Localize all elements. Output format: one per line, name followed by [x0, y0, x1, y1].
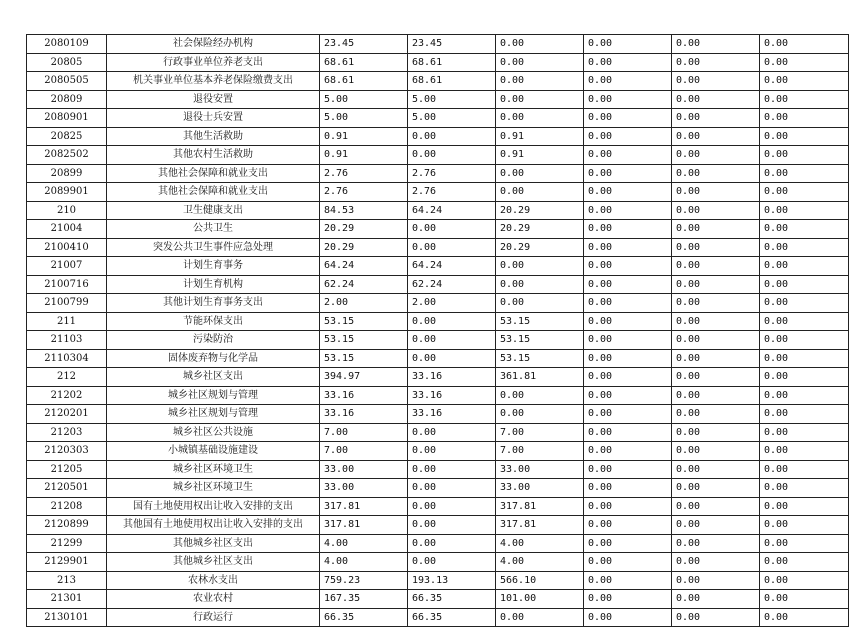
amount-cell: 0.00 [672, 423, 760, 442]
amount-cell: 0.00 [584, 127, 672, 146]
amount-cell: 0.00 [584, 90, 672, 109]
amount-cell: 0.00 [672, 146, 760, 165]
amount-cell: 0.00 [760, 423, 849, 442]
table-row [27, 72, 849, 91]
subject-name-cell: 其他社会保障和就业支出 [107, 164, 320, 183]
amount-cell: 0.00 [496, 275, 584, 294]
amount-cell: 0.00 [584, 275, 672, 294]
table-row [27, 294, 849, 313]
subject-code-cell: 2080505 [27, 72, 107, 91]
amount-cell: 66.35 [320, 608, 408, 627]
amount-cell: 0.00 [584, 294, 672, 313]
table-row [27, 53, 849, 72]
amount-cell: 0.00 [760, 312, 849, 331]
amount-cell: 0.00 [584, 238, 672, 257]
amount-cell: 0.00 [760, 460, 849, 479]
amount-cell: 0.00 [672, 571, 760, 590]
table-row [27, 238, 849, 257]
subject-name-cell: 行政运行 [107, 608, 320, 627]
amount-cell: 0.00 [496, 294, 584, 313]
table-row [27, 201, 849, 220]
amount-cell: 0.00 [496, 109, 584, 128]
subject-code-cell: 21205 [27, 460, 107, 479]
subject-name-cell: 固体废弃物与化学品 [107, 349, 320, 368]
amount-cell: 0.00 [760, 534, 849, 553]
subject-code-cell: 2120303 [27, 442, 107, 461]
amount-cell: 68.61 [320, 53, 408, 72]
amount-cell: 33.00 [496, 479, 584, 498]
amount-cell: 0.00 [584, 460, 672, 479]
subject-name-cell: 城乡社区规划与管理 [107, 405, 320, 424]
subject-code-cell: 21202 [27, 386, 107, 405]
amount-cell: 0.00 [672, 312, 760, 331]
subject-code-cell: 2080109 [27, 35, 107, 54]
amount-cell: 0.00 [584, 516, 672, 535]
amount-cell: 0.00 [408, 534, 496, 553]
table-row [27, 109, 849, 128]
amount-cell: 0.00 [408, 516, 496, 535]
amount-cell: 0.00 [760, 109, 849, 128]
subject-name-cell: 突发公共卫生事件应急处理 [107, 238, 320, 257]
amount-cell: 0.00 [760, 590, 849, 609]
subject-code-cell: 2130101 [27, 608, 107, 627]
amount-cell: 0.00 [760, 479, 849, 498]
amount-cell: 0.00 [672, 516, 760, 535]
amount-cell: 5.00 [408, 90, 496, 109]
amount-cell: 0.00 [672, 127, 760, 146]
amount-cell: 0.00 [672, 72, 760, 91]
amount-cell: 0.00 [672, 164, 760, 183]
subject-name-cell: 其他计划生育事务支出 [107, 294, 320, 313]
amount-cell: 0.91 [496, 146, 584, 165]
amount-cell: 84.53 [320, 201, 408, 220]
amount-cell: 317.81 [496, 497, 584, 516]
amount-cell: 68.61 [408, 72, 496, 91]
amount-cell: 66.35 [408, 590, 496, 609]
amount-cell: 0.00 [408, 460, 496, 479]
amount-cell: 2.76 [320, 183, 408, 202]
amount-cell: 20.29 [320, 220, 408, 239]
table-row [27, 275, 849, 294]
subject-code-cell: 20805 [27, 53, 107, 72]
table-row [27, 534, 849, 553]
amount-cell: 0.00 [672, 349, 760, 368]
subject-code-cell: 210 [27, 201, 107, 220]
amount-cell: 0.00 [672, 53, 760, 72]
amount-cell: 0.00 [672, 183, 760, 202]
amount-cell: 23.45 [320, 35, 408, 54]
amount-cell: 0.00 [584, 220, 672, 239]
amount-cell: 53.15 [320, 331, 408, 350]
amount-cell: 0.00 [584, 571, 672, 590]
amount-cell: 0.00 [408, 127, 496, 146]
amount-cell: 0.00 [760, 331, 849, 350]
amount-cell: 0.00 [496, 164, 584, 183]
amount-cell: 5.00 [320, 109, 408, 128]
amount-cell: 0.00 [584, 534, 672, 553]
amount-cell: 0.00 [760, 35, 849, 54]
amount-cell: 0.00 [408, 312, 496, 331]
amount-cell: 0.00 [584, 608, 672, 627]
subject-name-cell: 计划生育事务 [107, 257, 320, 276]
amount-cell: 0.00 [584, 349, 672, 368]
subject-name-cell: 国有土地使用权出让收入安排的支出 [107, 497, 320, 516]
table-row [27, 460, 849, 479]
subject-name-cell: 城乡社区环境卫生 [107, 460, 320, 479]
amount-cell: 33.16 [408, 368, 496, 387]
amount-cell: 0.00 [760, 220, 849, 239]
amount-cell: 0.00 [408, 479, 496, 498]
subject-code-cell: 2129901 [27, 553, 107, 572]
amount-cell: 0.00 [584, 497, 672, 516]
amount-cell: 0.00 [760, 164, 849, 183]
amount-cell: 0.00 [496, 386, 584, 405]
amount-cell: 0.00 [760, 90, 849, 109]
amount-cell: 0.00 [672, 479, 760, 498]
amount-cell: 0.00 [584, 331, 672, 350]
amount-cell: 361.81 [496, 368, 584, 387]
subject-name-cell: 农林水支出 [107, 571, 320, 590]
subject-code-cell: 2120201 [27, 405, 107, 424]
amount-cell: 0.00 [496, 405, 584, 424]
subject-code-cell: 20899 [27, 164, 107, 183]
amount-cell: 0.00 [496, 72, 584, 91]
subject-code-cell: 2089901 [27, 183, 107, 202]
subject-code-cell: 20809 [27, 90, 107, 109]
amount-cell: 0.91 [320, 146, 408, 165]
amount-cell: 0.00 [672, 368, 760, 387]
amount-cell: 33.16 [320, 386, 408, 405]
table-row [27, 312, 849, 331]
subject-code-cell: 2110304 [27, 349, 107, 368]
subject-name-cell: 农业农村 [107, 590, 320, 609]
amount-cell: 4.00 [496, 534, 584, 553]
amount-cell: 0.00 [408, 423, 496, 442]
amount-cell: 0.00 [672, 460, 760, 479]
amount-cell: 0.00 [760, 497, 849, 516]
amount-cell: 759.23 [320, 571, 408, 590]
amount-cell: 2.76 [408, 164, 496, 183]
amount-cell: 4.00 [496, 553, 584, 572]
table-row [27, 164, 849, 183]
subject-code-cell: 21301 [27, 590, 107, 609]
amount-cell: 2.76 [408, 183, 496, 202]
subject-code-cell: 21208 [27, 497, 107, 516]
table-row [27, 127, 849, 146]
subject-code-cell: 21299 [27, 534, 107, 553]
amount-cell: 0.00 [496, 53, 584, 72]
subject-name-cell: 卫生健康支出 [107, 201, 320, 220]
amount-cell: 0.00 [672, 90, 760, 109]
amount-cell: 0.00 [760, 72, 849, 91]
subject-code-cell: 2082502 [27, 146, 107, 165]
table-row [27, 368, 849, 387]
amount-cell: 0.00 [760, 201, 849, 220]
table-row [27, 497, 849, 516]
amount-cell: 53.15 [320, 312, 408, 331]
amount-cell: 64.24 [408, 201, 496, 220]
amount-cell: 0.00 [584, 423, 672, 442]
amount-cell: 0.00 [496, 257, 584, 276]
amount-cell: 5.00 [320, 90, 408, 109]
subject-name-cell: 污染防治 [107, 331, 320, 350]
amount-cell: 2.76 [320, 164, 408, 183]
amount-cell: 0.00 [584, 35, 672, 54]
amount-cell: 0.00 [584, 312, 672, 331]
amount-cell: 20.29 [496, 220, 584, 239]
table-row [27, 479, 849, 498]
amount-cell: 2.00 [320, 294, 408, 313]
subject-name-cell: 计划生育机构 [107, 275, 320, 294]
amount-cell: 0.00 [672, 497, 760, 516]
amount-cell: 0.00 [672, 275, 760, 294]
amount-cell: 4.00 [320, 534, 408, 553]
amount-cell: 394.97 [320, 368, 408, 387]
amount-cell: 0.00 [584, 72, 672, 91]
table-row [27, 183, 849, 202]
amount-cell: 0.00 [672, 201, 760, 220]
amount-cell: 0.00 [672, 405, 760, 424]
amount-cell: 33.16 [320, 405, 408, 424]
subject-name-cell: 其他城乡社区支出 [107, 553, 320, 572]
amount-cell: 0.00 [584, 553, 672, 572]
amount-cell: 7.00 [320, 442, 408, 461]
amount-cell: 0.00 [408, 331, 496, 350]
subject-code-cell: 213 [27, 571, 107, 590]
amount-cell: 0.00 [408, 238, 496, 257]
amount-cell: 53.15 [320, 349, 408, 368]
amount-cell: 0.00 [672, 35, 760, 54]
budget-table [26, 34, 849, 627]
amount-cell: 33.00 [496, 460, 584, 479]
amount-cell: 4.00 [320, 553, 408, 572]
amount-cell: 0.00 [408, 349, 496, 368]
amount-cell: 0.00 [584, 53, 672, 72]
amount-cell: 7.00 [496, 442, 584, 461]
amount-cell: 0.00 [584, 368, 672, 387]
subject-code-cell: 211 [27, 312, 107, 331]
subject-code-cell: 2080901 [27, 109, 107, 128]
table-row [27, 349, 849, 368]
amount-cell: 53.15 [496, 331, 584, 350]
amount-cell: 20.29 [496, 238, 584, 257]
subject-name-cell: 机关事业单位基本养老保险缴费支出 [107, 72, 320, 91]
amount-cell: 0.00 [760, 516, 849, 535]
amount-cell: 33.00 [320, 460, 408, 479]
amount-cell: 68.61 [320, 72, 408, 91]
subject-name-cell: 其他国有土地使用权出让收入安排的支出 [107, 516, 320, 535]
subject-code-cell: 2120899 [27, 516, 107, 535]
amount-cell: 0.00 [584, 479, 672, 498]
subject-code-cell: 20825 [27, 127, 107, 146]
amount-cell: 0.00 [672, 109, 760, 128]
amount-cell: 0.00 [672, 553, 760, 572]
amount-cell: 0.00 [760, 368, 849, 387]
amount-cell: 7.00 [496, 423, 584, 442]
subject-name-cell: 公共卫生 [107, 220, 320, 239]
amount-cell: 0.00 [584, 442, 672, 461]
amount-cell: 0.00 [672, 331, 760, 350]
amount-cell: 0.00 [672, 386, 760, 405]
subject-name-cell: 退役士兵安置 [107, 109, 320, 128]
subject-name-cell: 小城镇基础设施建设 [107, 442, 320, 461]
amount-cell: 0.00 [496, 90, 584, 109]
amount-cell: 68.61 [408, 53, 496, 72]
amount-cell: 0.00 [672, 608, 760, 627]
subject-code-cell: 2100410 [27, 238, 107, 257]
amount-cell: 0.00 [760, 53, 849, 72]
amount-cell: 0.00 [408, 497, 496, 516]
amount-cell: 0.00 [584, 201, 672, 220]
amount-cell: 7.00 [320, 423, 408, 442]
amount-cell: 0.00 [760, 146, 849, 165]
amount-cell: 0.00 [584, 146, 672, 165]
amount-cell: 0.00 [760, 127, 849, 146]
amount-cell: 20.29 [320, 238, 408, 257]
subject-name-cell: 城乡社区规划与管理 [107, 386, 320, 405]
amount-cell: 317.81 [320, 497, 408, 516]
subject-code-cell: 2120501 [27, 479, 107, 498]
subject-name-cell: 退役安置 [107, 90, 320, 109]
amount-cell: 0.00 [672, 220, 760, 239]
amount-cell: 2.00 [408, 294, 496, 313]
table-row [27, 146, 849, 165]
subject-code-cell: 21004 [27, 220, 107, 239]
amount-cell: 317.81 [320, 516, 408, 535]
amount-cell: 0.00 [760, 553, 849, 572]
amount-cell: 0.00 [672, 534, 760, 553]
subject-name-cell: 城乡社区环境卫生 [107, 479, 320, 498]
subject-name-cell: 其他社会保障和就业支出 [107, 183, 320, 202]
amount-cell: 0.00 [672, 442, 760, 461]
subject-name-cell: 其他农村生活救助 [107, 146, 320, 165]
subject-name-cell: 社会保险经办机构 [107, 35, 320, 54]
subject-code-cell: 21103 [27, 331, 107, 350]
amount-cell: 0.00 [584, 257, 672, 276]
amount-cell: 0.00 [496, 183, 584, 202]
amount-cell: 0.00 [672, 294, 760, 313]
table-row [27, 590, 849, 609]
table-row [27, 516, 849, 535]
subject-code-cell: 21203 [27, 423, 107, 442]
amount-cell: 33.00 [320, 479, 408, 498]
subject-name-cell: 其他城乡社区支出 [107, 534, 320, 553]
amount-cell: 0.00 [496, 35, 584, 54]
subject-code-cell: 21007 [27, 257, 107, 276]
amount-cell: 0.00 [408, 442, 496, 461]
amount-cell: 0.00 [672, 238, 760, 257]
subject-name-cell: 行政事业单位养老支出 [107, 53, 320, 72]
amount-cell: 0.00 [584, 590, 672, 609]
amount-cell: 64.24 [408, 257, 496, 276]
amount-cell: 66.35 [408, 608, 496, 627]
amount-cell: 0.00 [760, 257, 849, 276]
amount-cell: 5.00 [408, 109, 496, 128]
amount-cell: 0.00 [760, 349, 849, 368]
amount-cell: 0.00 [584, 164, 672, 183]
table-row [27, 423, 849, 442]
subject-code-cell: 212 [27, 368, 107, 387]
amount-cell: 0.00 [584, 183, 672, 202]
amount-cell: 0.00 [408, 553, 496, 572]
table-row [27, 553, 849, 572]
amount-cell: 0.00 [760, 275, 849, 294]
amount-cell: 53.15 [496, 349, 584, 368]
amount-cell: 0.00 [760, 183, 849, 202]
amount-cell: 20.29 [496, 201, 584, 220]
subject-name-cell: 节能环保支出 [107, 312, 320, 331]
table-row [27, 386, 849, 405]
table-row [27, 257, 849, 276]
table-row [27, 220, 849, 239]
amount-cell: 62.24 [320, 275, 408, 294]
amount-cell: 0.00 [760, 238, 849, 257]
amount-cell: 0.00 [584, 386, 672, 405]
amount-cell: 23.45 [408, 35, 496, 54]
amount-cell: 317.81 [496, 516, 584, 535]
amount-cell: 101.00 [496, 590, 584, 609]
subject-name-cell: 城乡社区公共设施 [107, 423, 320, 442]
amount-cell: 0.00 [760, 405, 849, 424]
amount-cell: 33.16 [408, 405, 496, 424]
subject-name-cell: 其他生活救助 [107, 127, 320, 146]
amount-cell: 0.00 [496, 608, 584, 627]
amount-cell: 62.24 [408, 275, 496, 294]
amount-cell: 64.24 [320, 257, 408, 276]
table-row [27, 442, 849, 461]
table-row [27, 405, 849, 424]
subject-name-cell: 城乡社区支出 [107, 368, 320, 387]
amount-cell: 0.00 [760, 608, 849, 627]
amount-cell: 53.15 [496, 312, 584, 331]
table-row [27, 571, 849, 590]
table-row [27, 90, 849, 109]
amount-cell: 0.00 [760, 442, 849, 461]
amount-cell: 193.13 [408, 571, 496, 590]
amount-cell: 0.00 [408, 220, 496, 239]
amount-cell: 0.00 [672, 590, 760, 609]
table-row [27, 35, 849, 54]
amount-cell: 0.91 [496, 127, 584, 146]
subject-code-cell: 2100716 [27, 275, 107, 294]
table-row [27, 608, 849, 627]
amount-cell: 0.00 [760, 571, 849, 590]
amount-cell: 0.91 [320, 127, 408, 146]
amount-cell: 0.00 [760, 294, 849, 313]
amount-cell: 0.00 [584, 109, 672, 128]
amount-cell: 33.16 [408, 386, 496, 405]
table-row [27, 331, 849, 350]
amount-cell: 566.10 [496, 571, 584, 590]
amount-cell: 0.00 [672, 257, 760, 276]
amount-cell: 0.00 [408, 146, 496, 165]
amount-cell: 0.00 [584, 405, 672, 424]
amount-cell: 0.00 [760, 386, 849, 405]
subject-code-cell: 2100799 [27, 294, 107, 313]
amount-cell: 167.35 [320, 590, 408, 609]
